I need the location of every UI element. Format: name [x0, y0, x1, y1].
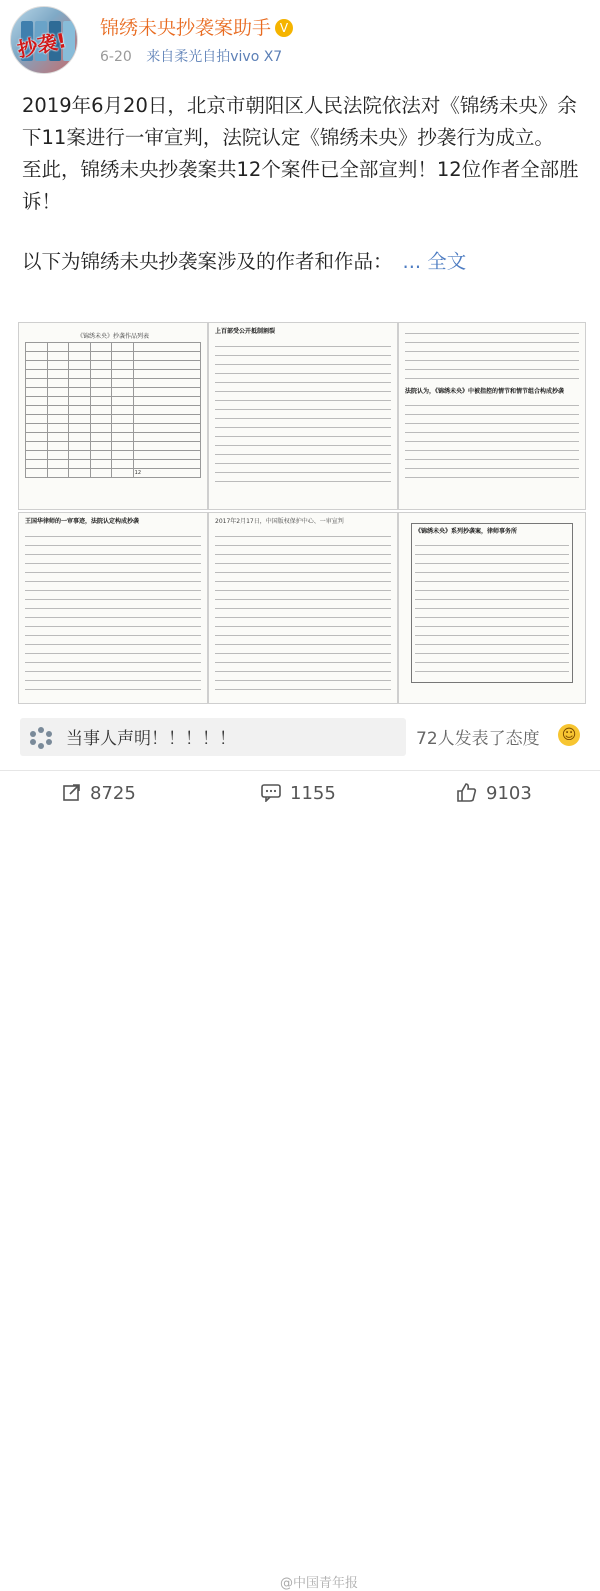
statement-icon: [30, 727, 52, 749]
thumbnail-highlight: 2017年2月17日，中国版权保护中心、一审宣判: [215, 518, 344, 525]
thumbnail-text-lines: [215, 530, 391, 690]
thumbnail-text: [399, 323, 585, 483]
account-name[interactable]: [100, 13, 293, 40]
image-thumbnail-5[interactable]: [208, 512, 398, 704]
comment-button[interactable]: [260, 782, 336, 804]
post-source: 来自柔光自拍vivo X7: [146, 49, 283, 65]
repost-count: 8725: [90, 783, 136, 804]
image-grid: [18, 322, 584, 702]
thumbnail-text: [209, 513, 397, 694]
thumbnail-table: [25, 342, 201, 478]
verified-badge-icon: V: [275, 19, 293, 37]
post-body: [22, 90, 582, 278]
thumbnail-text: [19, 513, 207, 694]
repost-button[interactable]: [62, 782, 136, 804]
image-thumbnail-1[interactable]: [18, 322, 208, 510]
comment-icon: [260, 782, 282, 802]
statement-label[interactable]: 当事人声明！！！！！: [66, 729, 236, 749]
thumbnail-text: [209, 323, 397, 494]
thumbnail-highlight: 法院认为，《锦绣未央》中被指控的情节和情节组合构成抄袭: [405, 388, 565, 395]
post-paragraph-3: [22, 246, 582, 278]
thumbnail-text-lines: [215, 340, 391, 490]
thumbnail-text-lines: [405, 399, 579, 479]
post-header: [0, 0, 600, 80]
repost-icon: [62, 782, 82, 802]
thumbnail-caption: 《锦绣未央》抄袭作品列表: [76, 333, 149, 340]
action-bar: [0, 776, 600, 1591]
watermark: @中国青年报: [280, 1576, 359, 1591]
thumbnail-text: [399, 513, 585, 693]
statement-card[interactable]: [20, 718, 406, 756]
thumbnail-text-lines: [415, 539, 569, 679]
thumbnail-text-lines: [405, 327, 579, 387]
thumbnail-text-lines: [25, 530, 201, 690]
divider: [0, 770, 600, 771]
avatar[interactable]: [10, 6, 78, 74]
attitude-count[interactable]: 72人发表了态度: [416, 729, 540, 749]
like-button[interactable]: [456, 782, 532, 804]
post-paragraph-3-text: 以下为锦绣未央抄袭案涉及的作者和作品：: [22, 250, 393, 273]
account-name-text[interactable]: 锦绣未央抄袭案助手: [100, 17, 272, 39]
thumbnail-title: 上百部受公开抵制割裂: [215, 328, 276, 335]
avatar-stamp-text: 抄袭!: [15, 28, 69, 62]
thumbnail-boxed-text: [411, 523, 573, 683]
full-text-link[interactable]: ... 全文: [402, 250, 467, 273]
smiley-icon[interactable]: ☺: [558, 724, 580, 746]
image-thumbnail-2[interactable]: [208, 322, 398, 510]
post-date: 6-20: [100, 49, 132, 65]
thumbnail-count: 12: [133, 469, 200, 478]
image-thumbnail-3[interactable]: [398, 322, 586, 510]
post-paragraph-1: 2019年6月20日，北京市朝阳区人民法院依法对《锦绣未央》余下11案进行一审宣判，法院认定《锦绣未央》抄袭行为成立。: [22, 94, 577, 149]
comment-count: 1155: [290, 783, 336, 804]
thumbs-up-icon: [456, 782, 478, 802]
image-thumbnail-4[interactable]: [18, 512, 208, 704]
post-paragraph-2: 至此，锦绣未央抄袭案共12个案件已全部宣判！12位作者全部胜诉！: [22, 158, 579, 213]
image-thumbnail-6[interactable]: [398, 512, 586, 704]
like-count: 9103: [486, 783, 532, 804]
thumbnail-highlight: 王国华律师的一审事迹，法院认定构成抄袭: [25, 518, 140, 525]
thumbnail-highlight: 《锦绣未央》系列抄袭案，律师事务所: [415, 528, 518, 535]
post-meta: [100, 46, 282, 66]
